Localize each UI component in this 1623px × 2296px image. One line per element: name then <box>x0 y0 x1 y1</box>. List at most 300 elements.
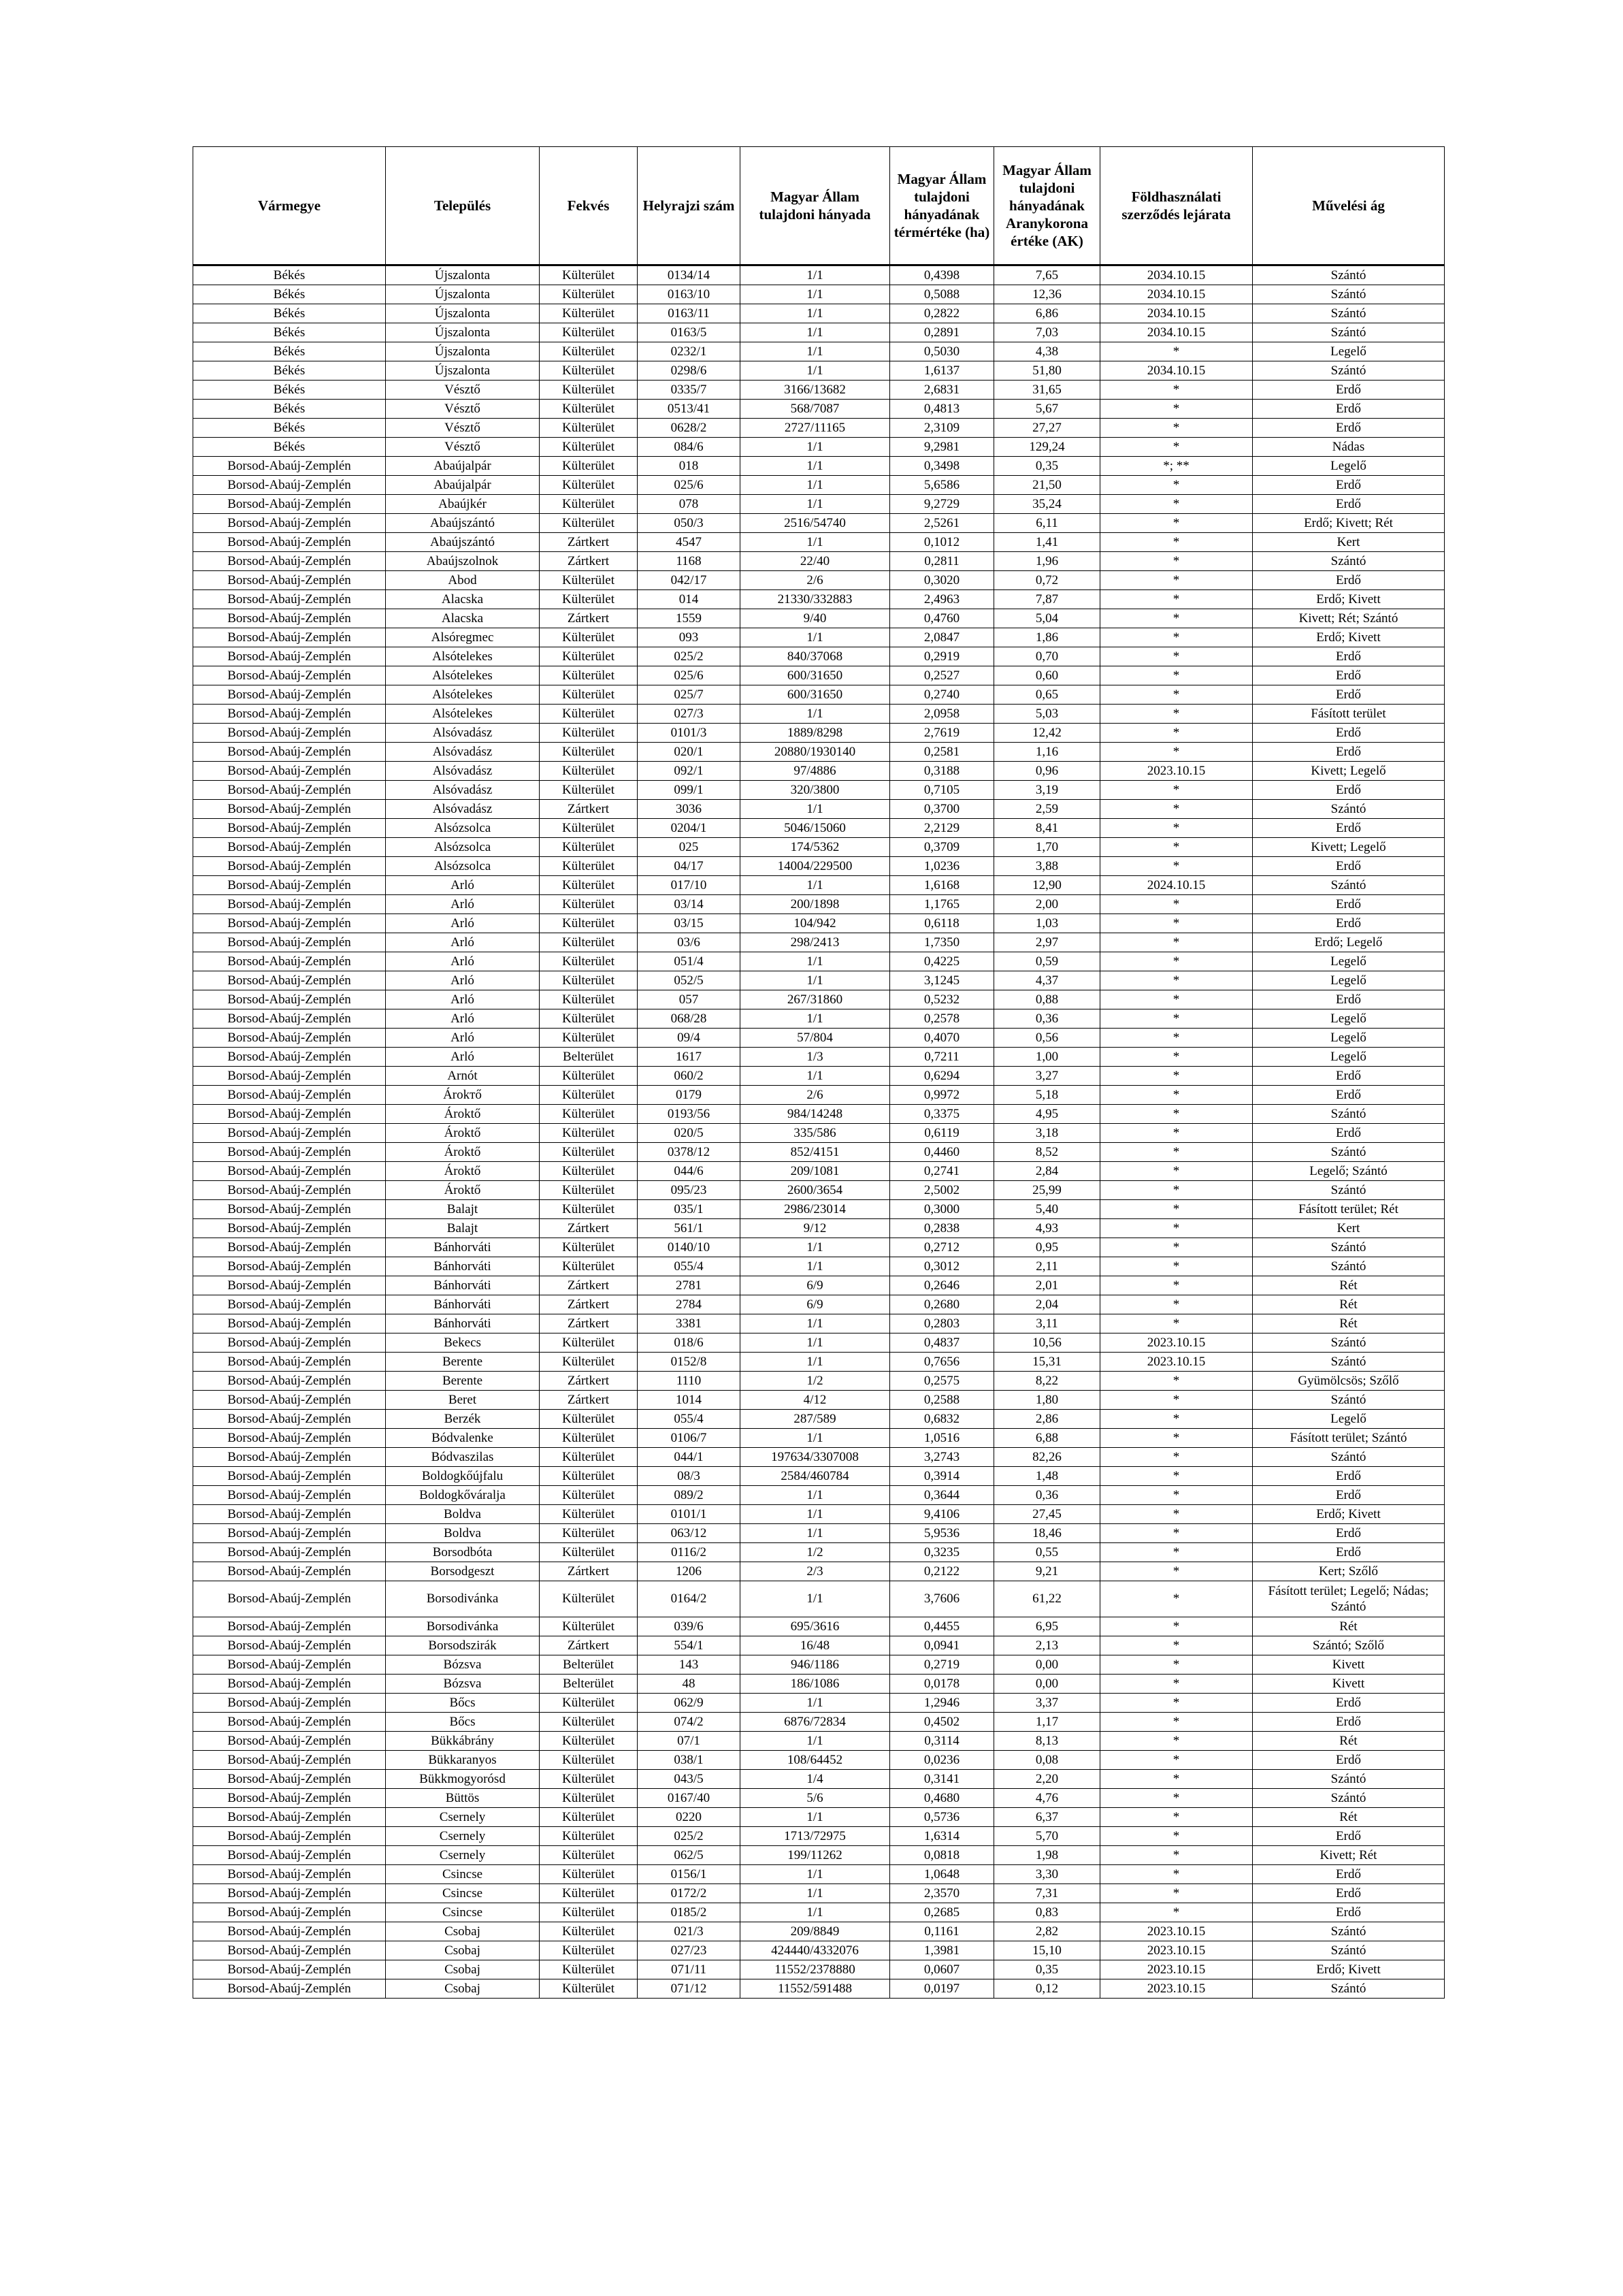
cell-telepules: Csobaj <box>386 1941 540 1960</box>
cell-telepules: Alsózsolca <box>386 819 540 838</box>
cell-muvelesi-ag: Erdő <box>1253 400 1445 419</box>
cell-muvelesi-ag: Erdő <box>1253 685 1445 705</box>
cell-helyrajzi-szam: 2781 <box>638 1276 740 1295</box>
cell-fekves: Külterület <box>540 647 638 666</box>
cell-aranykorona: 2,01 <box>994 1276 1100 1295</box>
cell-szerzodes-lejarata: * <box>1100 800 1253 819</box>
cell-varmegye: Borsod-Abaúj-Zemplén <box>193 1655 386 1675</box>
cell-varmegye: Borsod-Abaúj-Zemplén <box>193 1979 386 1999</box>
cell-aranykorona: 2,11 <box>994 1257 1100 1276</box>
cell-aranykorona: 1,17 <box>994 1713 1100 1732</box>
cell-telepules: Alsótelekes <box>386 666 540 685</box>
cell-tulajdoni-hanyad: 1/1 <box>740 1257 890 1276</box>
table-row <box>193 1029 1445 1048</box>
cell-varmegye: Borsod-Abaúj-Zemplén <box>193 1086 386 1105</box>
cell-tulajdoni-hanyad: 1/1 <box>740 495 890 514</box>
cell-muvelesi-ag: Erdő <box>1253 1467 1445 1486</box>
cell-helyrajzi-szam: 099/1 <box>638 781 740 800</box>
cell-fekves: Külterület <box>540 743 638 762</box>
table-row <box>193 1960 1445 1979</box>
table-row <box>193 1770 1445 1789</box>
cell-szerzodes-lejarata: * <box>1100 1675 1253 1694</box>
cell-varmegye: Borsod-Abaúj-Zemplén <box>193 609 386 628</box>
cell-aranykorona: 6,95 <box>994 1617 1100 1636</box>
cell-varmegye: Borsod-Abaúj-Zemplén <box>193 1314 386 1333</box>
cell-muvelesi-ag: Erdő; Kivett <box>1253 1960 1445 1979</box>
cell-szerzodes-lejarata: * <box>1100 552 1253 571</box>
table-row <box>193 1884 1445 1903</box>
cell-varmegye: Békés <box>193 381 386 400</box>
cell-termertek: 3,7606 <box>890 1581 994 1617</box>
cell-telepules: Bódvalenke <box>386 1429 540 1448</box>
cell-fekves: Zártkert <box>540 1219 638 1238</box>
table-row <box>193 628 1445 647</box>
cell-helyrajzi-szam: 0101/1 <box>638 1505 740 1524</box>
cell-helyrajzi-szam: 0628/2 <box>638 419 740 438</box>
cell-muvelesi-ag: Fásított terület; Legelő; Nádas; Szántó <box>1253 1581 1445 1617</box>
cell-telepules: Borsodbóta <box>386 1543 540 1562</box>
cell-fekves: Külterület <box>540 1524 638 1543</box>
cell-helyrajzi-szam: 062/5 <box>638 1846 740 1865</box>
cell-szerzodes-lejarata: 2023.10.15 <box>1100 1353 1253 1372</box>
cell-szerzodes-lejarata: * <box>1100 1770 1253 1789</box>
cell-termertek: 0,5088 <box>890 285 994 304</box>
cell-telepules: Borsodivánka <box>386 1617 540 1636</box>
cell-helyrajzi-szam: 1014 <box>638 1391 740 1410</box>
cell-telepules: Balajt <box>386 1200 540 1219</box>
cell-fekves: Külterület <box>540 724 638 743</box>
cell-szerzodes-lejarata: * <box>1100 1713 1253 1732</box>
table-row <box>193 1789 1445 1808</box>
table-row <box>193 1295 1445 1314</box>
cell-aranykorona: 1,48 <box>994 1467 1100 1486</box>
cell-fekves: Külterület <box>540 1884 638 1903</box>
cell-szerzodes-lejarata: * <box>1100 705 1253 724</box>
table-row <box>193 533 1445 552</box>
cell-varmegye: Borsod-Abaúj-Zemplén <box>193 1941 386 1960</box>
cell-muvelesi-ag: Fásított terület; Rét <box>1253 1200 1445 1219</box>
cell-aranykorona: 1,98 <box>994 1846 1100 1865</box>
cell-varmegye: Borsod-Abaúj-Zemplén <box>193 1238 386 1257</box>
cell-muvelesi-ag: Erdő <box>1253 1751 1445 1770</box>
cell-varmegye: Borsod-Abaúj-Zemplén <box>193 457 386 476</box>
cell-telepules: Alsóvadász <box>386 762 540 781</box>
cell-muvelesi-ag: Szántó <box>1253 265 1445 285</box>
cell-helyrajzi-szam: 0152/8 <box>638 1353 740 1372</box>
cell-muvelesi-ag: Erdő <box>1253 914 1445 933</box>
cell-tulajdoni-hanyad: 1/1 <box>740 438 890 457</box>
cell-aranykorona: 4,95 <box>994 1105 1100 1124</box>
cell-muvelesi-ag: Erdő <box>1253 1903 1445 1922</box>
cell-muvelesi-ag: Kivett <box>1253 1655 1445 1675</box>
cell-fekves: Külterület <box>540 914 638 933</box>
table-header-row <box>193 147 1445 265</box>
cell-termertek: 9,2981 <box>890 438 994 457</box>
cell-varmegye: Borsod-Abaúj-Zemplén <box>193 590 386 609</box>
cell-telepules: Boldogkőváralja <box>386 1486 540 1505</box>
cell-tulajdoni-hanyad: 840/37068 <box>740 647 890 666</box>
cell-fekves: Külterület <box>540 971 638 990</box>
cell-helyrajzi-szam: 062/9 <box>638 1694 740 1713</box>
cell-fekves: Külterület <box>540 1770 638 1789</box>
cell-helyrajzi-szam: 039/6 <box>638 1617 740 1636</box>
cell-helyrajzi-szam: 025/6 <box>638 666 740 685</box>
cell-tulajdoni-hanyad: 3166/13682 <box>740 381 890 400</box>
cell-tulajdoni-hanyad: 2/3 <box>740 1562 890 1581</box>
cell-aranykorona: 0,08 <box>994 1751 1100 1770</box>
cell-muvelesi-ag: Szántó <box>1253 1770 1445 1789</box>
cell-tulajdoni-hanyad: 1/1 <box>740 1009 890 1029</box>
cell-varmegye: Borsod-Abaúj-Zemplén <box>193 743 386 762</box>
cell-termertek: 1,6314 <box>890 1827 994 1846</box>
cell-tulajdoni-hanyad: 1/1 <box>740 1865 890 1884</box>
cell-tulajdoni-hanyad: 5/6 <box>740 1789 890 1808</box>
cell-helyrajzi-szam: 084/6 <box>638 438 740 457</box>
cell-helyrajzi-szam: 0179 <box>638 1086 740 1105</box>
cell-szerzodes-lejarata: * <box>1100 1751 1253 1770</box>
cell-termertek: 0,9972 <box>890 1086 994 1105</box>
cell-varmegye: Borsod-Abaúj-Zemplén <box>193 1846 386 1865</box>
cell-telepules: Abaújszántó <box>386 533 540 552</box>
cell-tulajdoni-hanyad: 1/1 <box>740 971 890 990</box>
cell-helyrajzi-szam: 0116/2 <box>638 1543 740 1562</box>
cell-fekves: Külterület <box>540 476 638 495</box>
cell-varmegye: Borsod-Abaúj-Zemplén <box>193 1276 386 1295</box>
cell-aranykorona: 0,83 <box>994 1903 1100 1922</box>
cell-tulajdoni-hanyad: 11552/2378880 <box>740 1960 890 1979</box>
cell-helyrajzi-szam: 0167/40 <box>638 1789 740 1808</box>
cell-telepules: Alsóvadász <box>386 724 540 743</box>
cell-fekves: Külterület <box>540 1333 638 1353</box>
cell-aranykorona: 8,52 <box>994 1143 1100 1162</box>
table-row <box>193 1410 1445 1429</box>
cell-fekves: Belterület <box>540 1675 638 1694</box>
table-row <box>193 1713 1445 1732</box>
cell-telepules: Alsótelekes <box>386 705 540 724</box>
cell-szerzodes-lejarata: 2023.10.15 <box>1100 1979 1253 1999</box>
cell-varmegye: Békés <box>193 265 386 285</box>
cell-varmegye: Békés <box>193 419 386 438</box>
cell-muvelesi-ag: Rét <box>1253 1276 1445 1295</box>
table-row <box>193 495 1445 514</box>
cell-aranykorona: 51,80 <box>994 361 1100 381</box>
cell-aranykorona: 3,18 <box>994 1124 1100 1143</box>
cell-varmegye: Borsod-Abaúj-Zemplén <box>193 628 386 647</box>
cell-telepules: Alsóvadász <box>386 781 540 800</box>
cell-termertek: 0,5030 <box>890 342 994 361</box>
cell-fekves: Külterület <box>540 705 638 724</box>
cell-aranykorona: 0,55 <box>994 1543 1100 1562</box>
cell-szerzodes-lejarata: * <box>1100 857 1253 876</box>
cell-muvelesi-ag: Szántó <box>1253 1181 1445 1200</box>
cell-fekves: Külterület <box>540 628 638 647</box>
cell-helyrajzi-szam: 078 <box>638 495 740 514</box>
cell-helyrajzi-szam: 0163/11 <box>638 304 740 323</box>
cell-helyrajzi-szam: 093 <box>638 628 740 647</box>
cell-muvelesi-ag: Erdő <box>1253 724 1445 743</box>
cell-telepules: Alsóregmec <box>386 628 540 647</box>
cell-telepules: Csincse <box>386 1865 540 1884</box>
table-row <box>193 1751 1445 1770</box>
cell-telepules: Csobaj <box>386 1922 540 1941</box>
cell-aranykorona: 3,88 <box>994 857 1100 876</box>
cell-muvelesi-ag: Erdő <box>1253 1486 1445 1505</box>
cell-termertek: 1,2946 <box>890 1694 994 1713</box>
cell-aranykorona: 0,36 <box>994 1486 1100 1505</box>
cell-tulajdoni-hanyad: 11552/591488 <box>740 1979 890 1999</box>
cell-aranykorona: 1,80 <box>994 1391 1100 1410</box>
cell-termertek: 0,6832 <box>890 1410 994 1429</box>
cell-termertek: 2,4963 <box>890 590 994 609</box>
table-row <box>193 971 1445 990</box>
cell-aranykorona: 21,50 <box>994 476 1100 495</box>
cell-fekves: Külterület <box>540 876 638 895</box>
cell-aranykorona: 2,97 <box>994 933 1100 952</box>
table-row <box>193 724 1445 743</box>
cell-muvelesi-ag: Nádas <box>1253 438 1445 457</box>
cell-telepules: Arló <box>386 933 540 952</box>
cell-muvelesi-ag: Legelő <box>1253 1029 1445 1048</box>
cell-muvelesi-ag: Legelő <box>1253 1410 1445 1429</box>
cell-termertek: 0,2575 <box>890 1372 994 1391</box>
cell-aranykorona: 9,21 <box>994 1562 1100 1581</box>
cell-termertek: 2,6831 <box>890 381 994 400</box>
cell-fekves: Külterület <box>540 1808 638 1827</box>
table-row <box>193 1333 1445 1353</box>
cell-szerzodes-lejarata: 2023.10.15 <box>1100 1922 1253 1941</box>
table-row <box>193 1219 1445 1238</box>
cell-aranykorona: 1,70 <box>994 838 1100 857</box>
cell-muvelesi-ag: Erdő <box>1253 1827 1445 1846</box>
cell-fekves: Külterület <box>540 1505 638 1524</box>
cell-telepules: Abaújalpár <box>386 457 540 476</box>
table-row <box>193 400 1445 419</box>
cell-termertek: 0,3235 <box>890 1543 994 1562</box>
cell-helyrajzi-szam: 025/6 <box>638 476 740 495</box>
cell-szerzodes-lejarata: * <box>1100 1162 1253 1181</box>
table-row <box>193 1903 1445 1922</box>
cell-termertek: 0,4225 <box>890 952 994 971</box>
cell-telepules: Vésztő <box>386 381 540 400</box>
cell-varmegye: Borsod-Abaúj-Zemplén <box>193 1770 386 1789</box>
cell-szerzodes-lejarata: 2023.10.15 <box>1100 1333 1253 1353</box>
cell-tulajdoni-hanyad: 267/31860 <box>740 990 890 1009</box>
col-header-muvelesi-ag: Művelési ág <box>1253 147 1445 265</box>
cell-telepules: Arló <box>386 1029 540 1048</box>
col-header-helyrajzi-szam: Helyrajzi szám <box>638 147 740 265</box>
cell-fekves: Külterület <box>540 1617 638 1636</box>
cell-fekves: Külterület <box>540 438 638 457</box>
cell-termertek: 0,2838 <box>890 1219 994 1238</box>
cell-tulajdoni-hanyad: 298/2413 <box>740 933 890 952</box>
cell-varmegye: Borsod-Abaúj-Zemplén <box>193 1391 386 1410</box>
cell-tulajdoni-hanyad: 946/1186 <box>740 1655 890 1675</box>
cell-termertek: 0,0236 <box>890 1751 994 1770</box>
table-row <box>193 457 1445 476</box>
cell-helyrajzi-szam: 554/1 <box>638 1636 740 1655</box>
cell-telepules: Bükkmogyorósd <box>386 1770 540 1789</box>
cell-szerzodes-lejarata: * <box>1100 819 1253 838</box>
cell-aranykorona: 7,87 <box>994 590 1100 609</box>
cell-helyrajzi-szam: 08/3 <box>638 1467 740 1486</box>
cell-termertek: 0,4760 <box>890 609 994 628</box>
cell-telepules: Bükkábrány <box>386 1732 540 1751</box>
cell-telepules: Arló <box>386 1048 540 1067</box>
cell-tulajdoni-hanyad: 1/1 <box>740 1808 890 1827</box>
cell-termertek: 0,7211 <box>890 1048 994 1067</box>
cell-termertek: 0,7105 <box>890 781 994 800</box>
table-row <box>193 1314 1445 1333</box>
cell-aranykorona: 12,90 <box>994 876 1100 895</box>
table-row <box>193 1124 1445 1143</box>
cell-termertek: 0,7656 <box>890 1353 994 1372</box>
cell-telepules: Beret <box>386 1391 540 1410</box>
cell-helyrajzi-szam: 0140/10 <box>638 1238 740 1257</box>
cell-fekves: Külterület <box>540 1353 638 1372</box>
cell-szerzodes-lejarata: * <box>1100 1448 1253 1467</box>
cell-muvelesi-ag: Rét <box>1253 1617 1445 1636</box>
cell-szerzodes-lejarata: * <box>1100 933 1253 952</box>
cell-muvelesi-ag: Szántó <box>1253 552 1445 571</box>
table-row <box>193 1105 1445 1124</box>
cell-tulajdoni-hanyad: 104/942 <box>740 914 890 933</box>
cell-fekves: Külterület <box>540 304 638 323</box>
cell-szerzodes-lejarata: * <box>1100 1009 1253 1029</box>
cell-termertek: 0,2740 <box>890 685 994 705</box>
cell-varmegye: Borsod-Abaúj-Zemplén <box>193 1162 386 1181</box>
cell-aranykorona: 1,41 <box>994 533 1100 552</box>
cell-varmegye: Borsod-Abaúj-Zemplén <box>193 1029 386 1048</box>
cell-telepules: Arnót <box>386 1067 540 1086</box>
cell-aranykorona: 8,13 <box>994 1732 1100 1751</box>
cell-telepules: Bőcs <box>386 1694 540 1713</box>
cell-szerzodes-lejarata: * <box>1100 1581 1253 1617</box>
cell-tulajdoni-hanyad: 1/1 <box>740 800 890 819</box>
cell-varmegye: Borsod-Abaúj-Zemplén <box>193 1505 386 1524</box>
cell-helyrajzi-szam: 0185/2 <box>638 1903 740 1922</box>
cell-termertek: 0,1012 <box>890 533 994 552</box>
cell-muvelesi-ag: Legelő <box>1253 952 1445 971</box>
cell-telepules: Bánhorváti <box>386 1257 540 1276</box>
cell-tulajdoni-hanyad: 2584/460784 <box>740 1467 890 1486</box>
cell-telepules: Ároktő <box>386 1105 540 1124</box>
cell-helyrajzi-szam: 057 <box>638 990 740 1009</box>
cell-varmegye: Borsod-Abaúj-Zemplén <box>193 952 386 971</box>
table-row <box>193 1655 1445 1675</box>
cell-telepules: Büttös <box>386 1789 540 1808</box>
table-row <box>193 381 1445 400</box>
table-row <box>193 705 1445 724</box>
cell-fekves: Belterület <box>540 1655 638 1675</box>
cell-szerzodes-lejarata: * <box>1100 1257 1253 1276</box>
table-row <box>193 1200 1445 1219</box>
table-row <box>193 552 1445 571</box>
cell-szerzodes-lejarata: * <box>1100 895 1253 914</box>
table-row <box>193 323 1445 342</box>
cell-termertek: 0,3012 <box>890 1257 994 1276</box>
cell-tulajdoni-hanyad: 1/1 <box>740 304 890 323</box>
cell-muvelesi-ag: Szántó <box>1253 1333 1445 1353</box>
cell-termertek: 0,0818 <box>890 1846 994 1865</box>
cell-muvelesi-ag: Legelő <box>1253 1048 1445 1067</box>
cell-szerzodes-lejarata: * <box>1100 1238 1253 1257</box>
cell-muvelesi-ag: Kert <box>1253 1219 1445 1238</box>
cell-szerzodes-lejarata: * <box>1100 1694 1253 1713</box>
cell-varmegye: Borsod-Abaúj-Zemplén <box>193 476 386 495</box>
cell-aranykorona: 3,19 <box>994 781 1100 800</box>
cell-szerzodes-lejarata: * <box>1100 914 1253 933</box>
table-body <box>193 265 1445 1999</box>
table-row <box>193 1448 1445 1467</box>
cell-muvelesi-ag: Szántó <box>1253 1143 1445 1162</box>
cell-aranykorona: 0,96 <box>994 762 1100 781</box>
cell-szerzodes-lejarata: * <box>1100 1808 1253 1827</box>
cell-termertek: 0,4398 <box>890 265 994 285</box>
cell-tulajdoni-hanyad: 2727/11165 <box>740 419 890 438</box>
cell-helyrajzi-szam: 071/11 <box>638 1960 740 1979</box>
cell-fekves: Külterület <box>540 1846 638 1865</box>
cell-aranykorona: 0,95 <box>994 1238 1100 1257</box>
cell-tulajdoni-hanyad: 197634/3307008 <box>740 1448 890 1467</box>
cell-fekves: Belterület <box>540 1048 638 1067</box>
cell-tulajdoni-hanyad: 600/31650 <box>740 666 890 685</box>
cell-termertek: 1,7350 <box>890 933 994 952</box>
table-row <box>193 914 1445 933</box>
table-row <box>193 952 1445 971</box>
col-header-szerzodes-lejarata: Földhasználati szerződés lejárata <box>1100 147 1253 265</box>
cell-aranykorona: 12,42 <box>994 724 1100 743</box>
cell-aranykorona: 15,31 <box>994 1353 1100 1372</box>
cell-szerzodes-lejarata: * <box>1100 342 1253 361</box>
cell-tulajdoni-hanyad: 424440/4332076 <box>740 1941 890 1960</box>
cell-varmegye: Borsod-Abaúj-Zemplén <box>193 971 386 990</box>
cell-muvelesi-ag: Erdő <box>1253 819 1445 838</box>
cell-tulajdoni-hanyad: 209/8849 <box>740 1922 890 1941</box>
cell-varmegye: Borsod-Abaúj-Zemplén <box>193 1543 386 1562</box>
cell-muvelesi-ag: Erdő <box>1253 647 1445 666</box>
cell-telepules: Bánhorváti <box>386 1314 540 1333</box>
cell-aranykorona: 4,38 <box>994 342 1100 361</box>
cell-muvelesi-ag: Rét <box>1253 1295 1445 1314</box>
cell-tulajdoni-hanyad: 1/1 <box>740 285 890 304</box>
table-row <box>193 1846 1445 1865</box>
cell-helyrajzi-szam: 017/10 <box>638 876 740 895</box>
cell-telepules: Alacska <box>386 590 540 609</box>
cell-tulajdoni-hanyad: 1/1 <box>740 1067 890 1086</box>
cell-tulajdoni-hanyad: 695/3616 <box>740 1617 890 1636</box>
cell-szerzodes-lejarata: * <box>1100 1048 1253 1067</box>
cell-fekves: Külterület <box>540 1448 638 1467</box>
cell-szerzodes-lejarata: 2023.10.15 <box>1100 1941 1253 1960</box>
cell-telepules: Vésztő <box>386 400 540 419</box>
cell-telepules: Újszalonta <box>386 342 540 361</box>
cell-helyrajzi-szam: 0134/14 <box>638 265 740 285</box>
cell-varmegye: Borsod-Abaúj-Zemplén <box>193 1353 386 1372</box>
cell-szerzodes-lejarata: * <box>1100 952 1253 971</box>
cell-aranykorona: 8,41 <box>994 819 1100 838</box>
cell-aranykorona: 1,16 <box>994 743 1100 762</box>
cell-fekves: Külterület <box>540 838 638 857</box>
table-row <box>193 265 1445 285</box>
cell-szerzodes-lejarata: * <box>1100 1124 1253 1143</box>
cell-szerzodes-lejarata: * <box>1100 533 1253 552</box>
cell-muvelesi-ag: Erdő <box>1253 495 1445 514</box>
cell-varmegye: Borsod-Abaúj-Zemplén <box>193 762 386 781</box>
cell-termertek: 0,3700 <box>890 800 994 819</box>
cell-varmegye: Borsod-Abaúj-Zemplén <box>193 838 386 857</box>
table-row <box>193 990 1445 1009</box>
cell-muvelesi-ag: Erdő <box>1253 895 1445 914</box>
